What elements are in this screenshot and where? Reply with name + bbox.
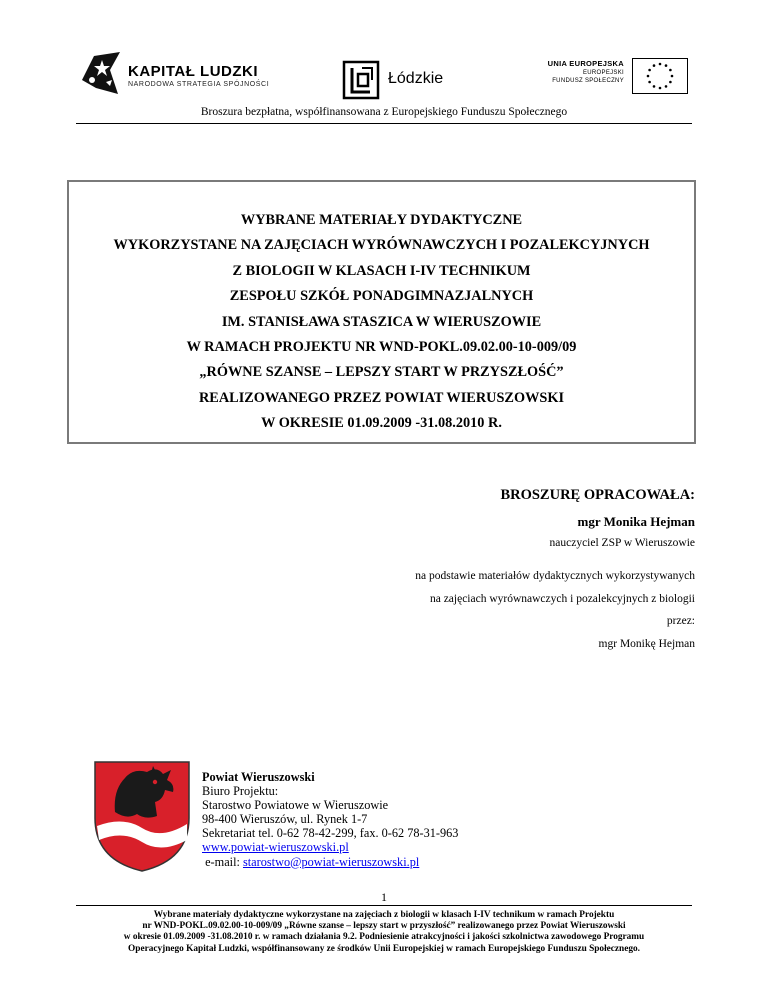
lodzkie-icon — [342, 60, 380, 100]
email-label: e-mail: — [205, 854, 243, 869]
title-line: ZESPOŁU SZKÓŁ PONADGIMNAZJALNYCH — [229, 288, 534, 305]
county-office: Biuro Projektu: — [202, 784, 279, 799]
eu-title: UNIA EUROPEJSKA — [547, 59, 624, 68]
footer-text — [0, 910, 768, 955]
author-name: mgr Monika Hejman — [577, 514, 695, 529]
title-line: „RÓWNE SZANSE – LEPSZY START W PRZYSZŁOŚĆ” — [199, 364, 564, 381]
title-line: Z BIOLOGII W KLASACH I-IV TECHNIKUM — [232, 262, 531, 279]
footer-line: Wybrane materiały dydaktyczne wykorzystane na zajęciach z biologii w klasach I-IV technikum w ramach Projektu — [153, 910, 615, 920]
county-contact — [202, 770, 458, 869]
title-line: IM. STANISŁAWA STASZICA W WIERUSZOWIE — [221, 313, 542, 330]
header-note: Broszura bezpłatna, współfinansowana z Europejskiego Funduszu Społecznego — [200, 106, 568, 118]
footer-line: Operacyjnego Kapitał Ludzki, współfinansowany ze środków Unii Europejskiej w ramach Europejskiego Funduszu Społecznego. — [128, 943, 640, 954]
title-line: WYKORZYSTANE NA ZAJĘCIACH WYRÓWNAWCZYCH I POZALEKCYJNYCH — [113, 237, 650, 254]
source-line: na zajęciach wyrównawczych i pozalekcyjnych z biologii — [429, 593, 695, 605]
logo-bar — [80, 44, 690, 104]
footer-line: w okresie 01.09.2009 -31.08.2010 r. w ramach działania 9.2. Podniesienie atrakcyjności i jakości szkolnictwa zawodowego Programu — [123, 932, 645, 943]
header-divider — [76, 123, 692, 124]
title-line: W OKRESIE 01.09.2009 -31.08.2010 R. — [261, 415, 502, 432]
kapital-ludzki-subtitle: NARODOWA STRATEGIA SPÓJNOŚCI — [128, 81, 270, 88]
source-line: na podstawie materiałów dydaktycznych wykorzystywanych — [415, 570, 695, 582]
county-name: Powiat Wieruszowski — [202, 770, 315, 784]
eu-subtitle-2: FUNDUSZ SPOŁECZNY — [552, 78, 624, 84]
eu-subtitle-1: EUROPEJSKI — [582, 70, 624, 76]
eu-flag-icon — [632, 58, 688, 94]
title-line: REALIZOWANEGO PRZEZ POWIAT WIERUSZOWSKI — [198, 389, 565, 406]
county-phone: Sekretariat tel. 0-62 78-42-299, fax. 0-62 78-31-963 — [202, 826, 459, 841]
county-website-link[interactable]: www.powiat-wieruszowski.pl — [202, 840, 349, 855]
county-email-link[interactable]: starostwo@powiat-wieruszowski.pl — [242, 854, 420, 869]
lodzkie-name: Łódzkie — [388, 70, 444, 87]
author-role: nauczyciel ZSP w Wieruszowie — [549, 537, 695, 549]
kapital-ludzki-title: KAPITAŁ LUDZKI — [128, 63, 259, 80]
county-address: 98-400 Wieruszów, ul. Rynek 1-7 — [202, 812, 368, 827]
county-institution: Starostwo Powiatowe w Wieruszowie — [202, 798, 389, 813]
author-heading: BROSZURĘ OPRACOWAŁA: — [500, 487, 695, 503]
title-line: W RAMACH PROJEKTU NR WND-POKL.09.02.00-10-009/09 — [186, 339, 577, 356]
document-title — [69, 208, 694, 437]
page-number: 1 — [381, 890, 387, 904]
county-crest-icon — [93, 760, 191, 873]
kapital-ludzki-icon — [80, 50, 122, 96]
footer-line: nr WND-POKL.09.02.00-10-009/09 „Równe szanse – lepszy start w przyszłość” realizowanego przez Powiat Wieruszowski — [142, 921, 626, 932]
source-line: mgr Monikę Hejman — [598, 638, 695, 650]
footer-divider — [76, 905, 692, 906]
title-box — [67, 180, 696, 444]
eu-logo — [514, 58, 694, 100]
source-line: przez: — [666, 615, 695, 627]
title-line: WYBRANE MATERIAŁY DYDAKTYCZNE — [240, 212, 523, 228]
